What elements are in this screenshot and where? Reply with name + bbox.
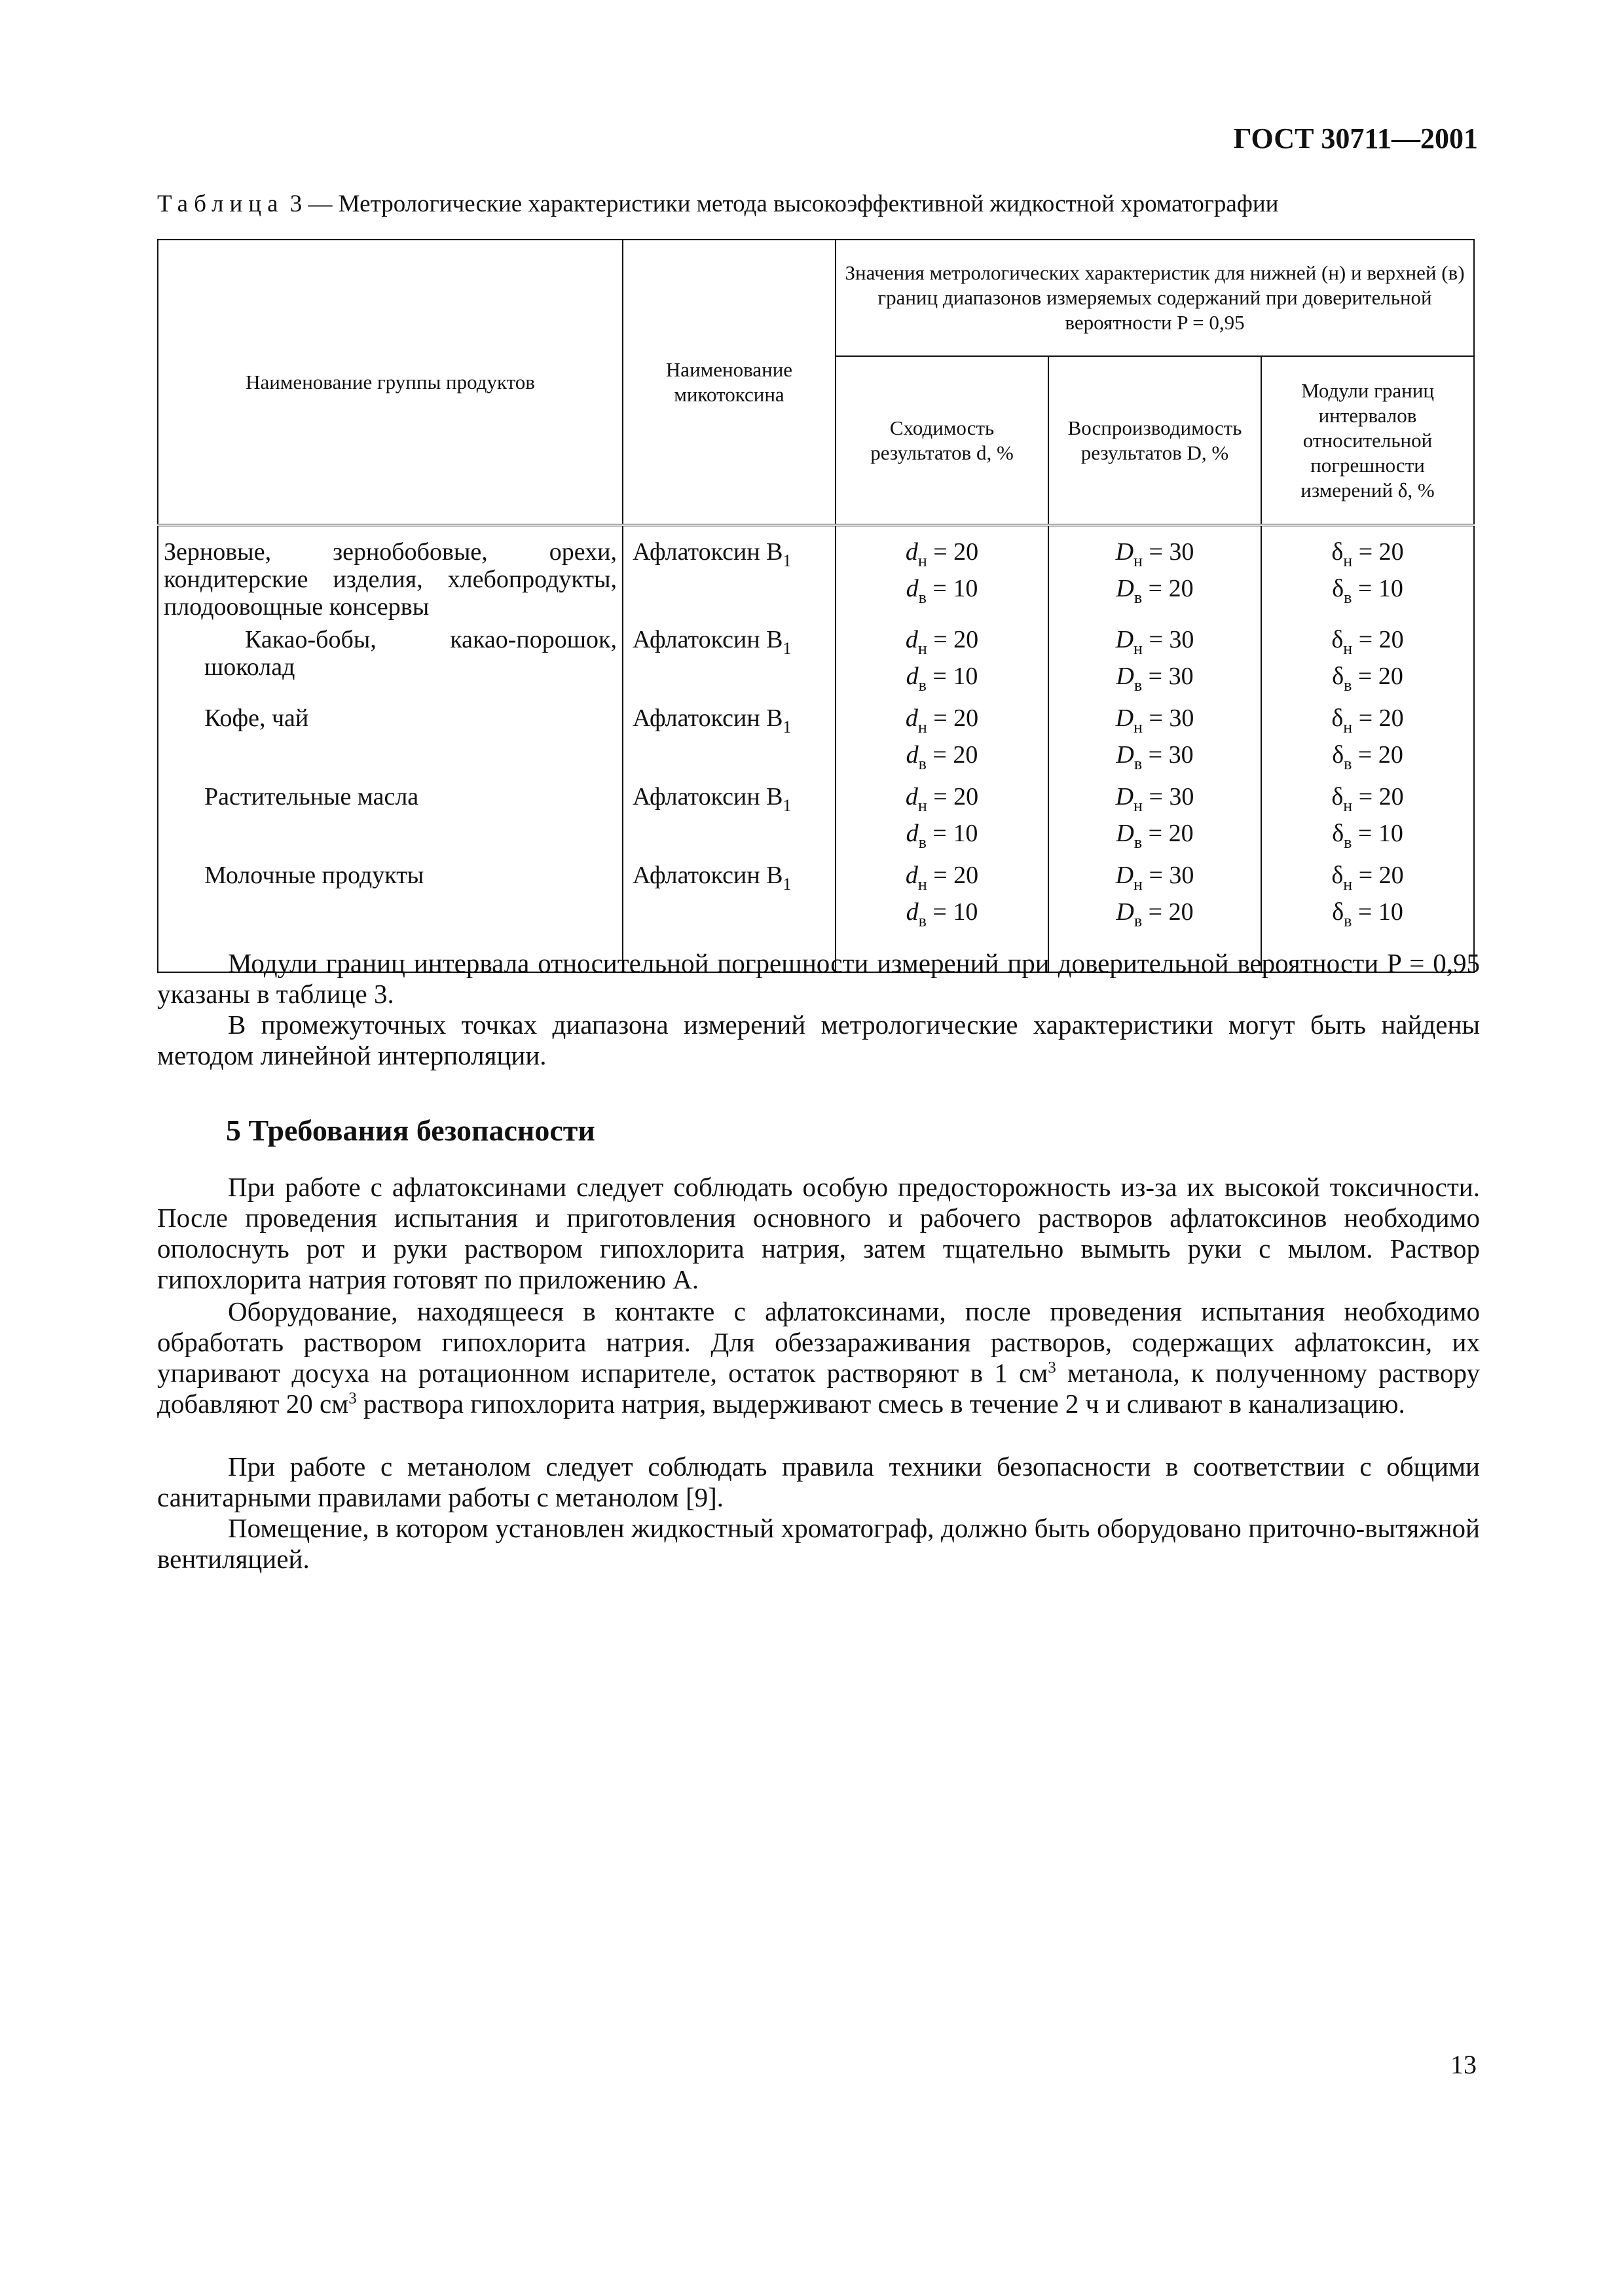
cell-repeatability [836, 783, 1048, 862]
value-high: $\delta_в = 10$ [1332, 820, 1403, 852]
paragraph-error-bounds: Модули границ интервала относительной погрешности измерений при доверительной вероятности P = 0,95 указаны в таблице 3. [157, 948, 1480, 1009]
table-caption-label: Таблица [157, 191, 284, 217]
cell-mycotoxin [623, 626, 836, 704]
col-header-error: Модули границ интервалов относительной погрешности измерений δ, % [1261, 356, 1474, 525]
paragraph-safety-1: При работе с афлатоксинами следует соблюдать особую предосторожность из-за их высокой токсичности. После проведения испытания и приготовления основного и рабочего растворов афлатоксинов необходимо ополоснуть рот и руки раствором гипохлорита натрия, затем тщательно вымыть руки с мылом. Раствор гипохлорита натрия готовят по приложению А. [157, 1172, 1480, 1294]
value-high: $d_в = 10$ [906, 575, 978, 607]
value-low: $d_н = 20$ [905, 538, 979, 570]
cell-repeatability [836, 525, 1048, 626]
paragraph-safety-2-part-a: Оборудование, находящееся в контакте с афлатоксинами, после проведения испытания необходимо обработать раствором гипохлорита натрия. Для обеззараживания растворов, содержащих афлатоксин, их упаривают досуха на ротационном испарителе, остаток растворяют в 1 см [157, 1296, 1480, 1388]
paragraph-safety-2 [157, 1296, 1480, 1419]
page-number: 13 [1450, 2050, 1477, 2079]
mycotoxin-name: Афлатоксин B [633, 862, 783, 889]
value-high: $D_в = 30$ [1116, 663, 1194, 695]
value-low: $\delta_н = 20$ [1331, 704, 1404, 737]
col-header-mycotoxin: Наименование микотоксина [623, 240, 836, 525]
cell-mycotoxin [623, 783, 836, 862]
cell-product [158, 626, 623, 704]
value-high: $d_в = 10$ [906, 820, 978, 852]
table-row [158, 626, 1474, 704]
paragraph-safety-4: Помещение, в котором установлен жидкостный хроматограф, должно быть оборудовано приточно-вытяжной вентиляцией. [157, 1513, 1480, 1574]
cell-reproducibility [1048, 704, 1261, 783]
cell-repeatability [836, 626, 1048, 704]
metrology-table [157, 239, 1475, 973]
mycotoxin-name: Афлатоксин B [633, 538, 783, 566]
table-row [158, 783, 1474, 862]
product-name: Растительные масла [204, 783, 419, 811]
cell-reproducibility [1048, 525, 1261, 626]
mycotoxin-subscript: 1 [783, 796, 792, 815]
mycotoxin-name: Афлатоксин B [633, 626, 783, 653]
value-low: $d_н = 20$ [905, 704, 979, 737]
mycotoxin-subscript: 1 [783, 639, 792, 658]
value-low: $\delta_н = 20$ [1331, 783, 1404, 815]
value-high: $d_в = 10$ [906, 898, 978, 930]
value-high: $D_в = 20$ [1116, 820, 1194, 852]
col-header-repeatability: Сходимость результатов d, % [836, 356, 1048, 525]
mycotoxin-subscript: 1 [783, 551, 792, 570]
value-low: $\delta_н = 20$ [1331, 862, 1404, 894]
value-high: $\delta_в = 20$ [1332, 741, 1403, 773]
cell-error [1261, 626, 1474, 704]
cell-error [1261, 704, 1474, 783]
table-caption-text: 3 — Метрологические характеристики метода высокоэффективной жидкостной хроматографии [289, 191, 1279, 217]
value-high: $D_в = 20$ [1116, 898, 1194, 930]
col-header-product: Наименование группы продуктов [158, 240, 623, 525]
value-high: $\delta_в = 20$ [1332, 663, 1403, 695]
mycotoxin-name: Афлатоксин B [633, 783, 783, 811]
value-low: $D_н = 30$ [1115, 704, 1194, 737]
value-high: $\delta_в = 10$ [1332, 575, 1403, 607]
section-title-safety: 5 Требования безопасности [226, 1114, 595, 1147]
cell-reproducibility [1048, 626, 1261, 704]
value-low: $\delta_н = 20$ [1331, 538, 1404, 570]
superscript-3-a: 3 [1048, 1358, 1056, 1377]
cell-mycotoxin [623, 704, 836, 783]
value-low: $d_н = 20$ [905, 862, 979, 894]
paragraph-interpolation: В промежуточных точках диапазона измерений метрологические характеристики могут быть найдены методом линейной интерполяции. [157, 1010, 1480, 1070]
document-header: ГОСТ 30711—2001 [1233, 122, 1478, 155]
value-low: $d_н = 20$ [905, 626, 979, 658]
product-name: Какао-бобы, какао-порошок, шоколад [204, 626, 617, 681]
mycotoxin-name: Афлатоксин B [633, 704, 783, 732]
value-high: $d_в = 10$ [906, 663, 978, 695]
cell-reproducibility [1048, 783, 1261, 862]
table-caption [157, 190, 1480, 218]
cell-mycotoxin [623, 525, 836, 626]
superscript-3-b: 3 [348, 1389, 357, 1408]
cell-repeatability [836, 704, 1048, 783]
mycotoxin-subscript: 1 [783, 718, 792, 737]
cell-error [1261, 525, 1474, 626]
paragraph-safety-3: При работе с метанолом следует соблюдать правила техники безопасности в соответствии с общими санитарными правилами работы с метанолом [9]. [157, 1451, 1480, 1512]
value-low: $d_н = 20$ [905, 783, 979, 815]
value-high: $D_в = 20$ [1116, 575, 1194, 607]
value-high: $d_в = 20$ [906, 741, 978, 773]
product-name: Кофе, чай [204, 704, 309, 732]
col-header-values-group: Значения метрологических характеристик для нижней (н) и верхней (в) границ диапазонов измеряемых содержаний при доверительной вероятности P = 0,95 [836, 240, 1474, 356]
value-high: $\delta_в = 10$ [1332, 898, 1403, 930]
cell-product [158, 525, 623, 626]
value-low: $D_н = 30$ [1115, 538, 1194, 570]
col-header-reproducibility: Воспроизводимость результатов D, % [1048, 356, 1261, 525]
value-low: $D_н = 30$ [1115, 862, 1194, 894]
table-body [158, 525, 1474, 972]
paragraph-safety-2-part-b: метанола, к полученному раствору добавляют 20 см [157, 1358, 1481, 1419]
product-name: Зерновые, зернобобовые, орехи, кондитерские изделия, хлебопродукты, плодоовощные консервы [164, 538, 617, 621]
value-low: $D_н = 30$ [1115, 783, 1194, 815]
value-low: $\delta_н = 20$ [1331, 626, 1404, 658]
cell-product [158, 704, 623, 783]
product-name: Молочные продукты [204, 862, 424, 889]
table-row [158, 704, 1474, 783]
mycotoxin-subscript: 1 [783, 875, 792, 894]
cell-product [158, 783, 623, 862]
table-row [158, 525, 1474, 626]
value-high: $D_в = 30$ [1116, 741, 1194, 773]
paragraph-safety-2-part-c: раствора гипохлорита натрия, выдерживают смесь в течение 2 ч и сливают в канализацию. [356, 1389, 1405, 1419]
cell-error [1261, 783, 1474, 862]
value-low: $D_н = 30$ [1115, 626, 1194, 658]
